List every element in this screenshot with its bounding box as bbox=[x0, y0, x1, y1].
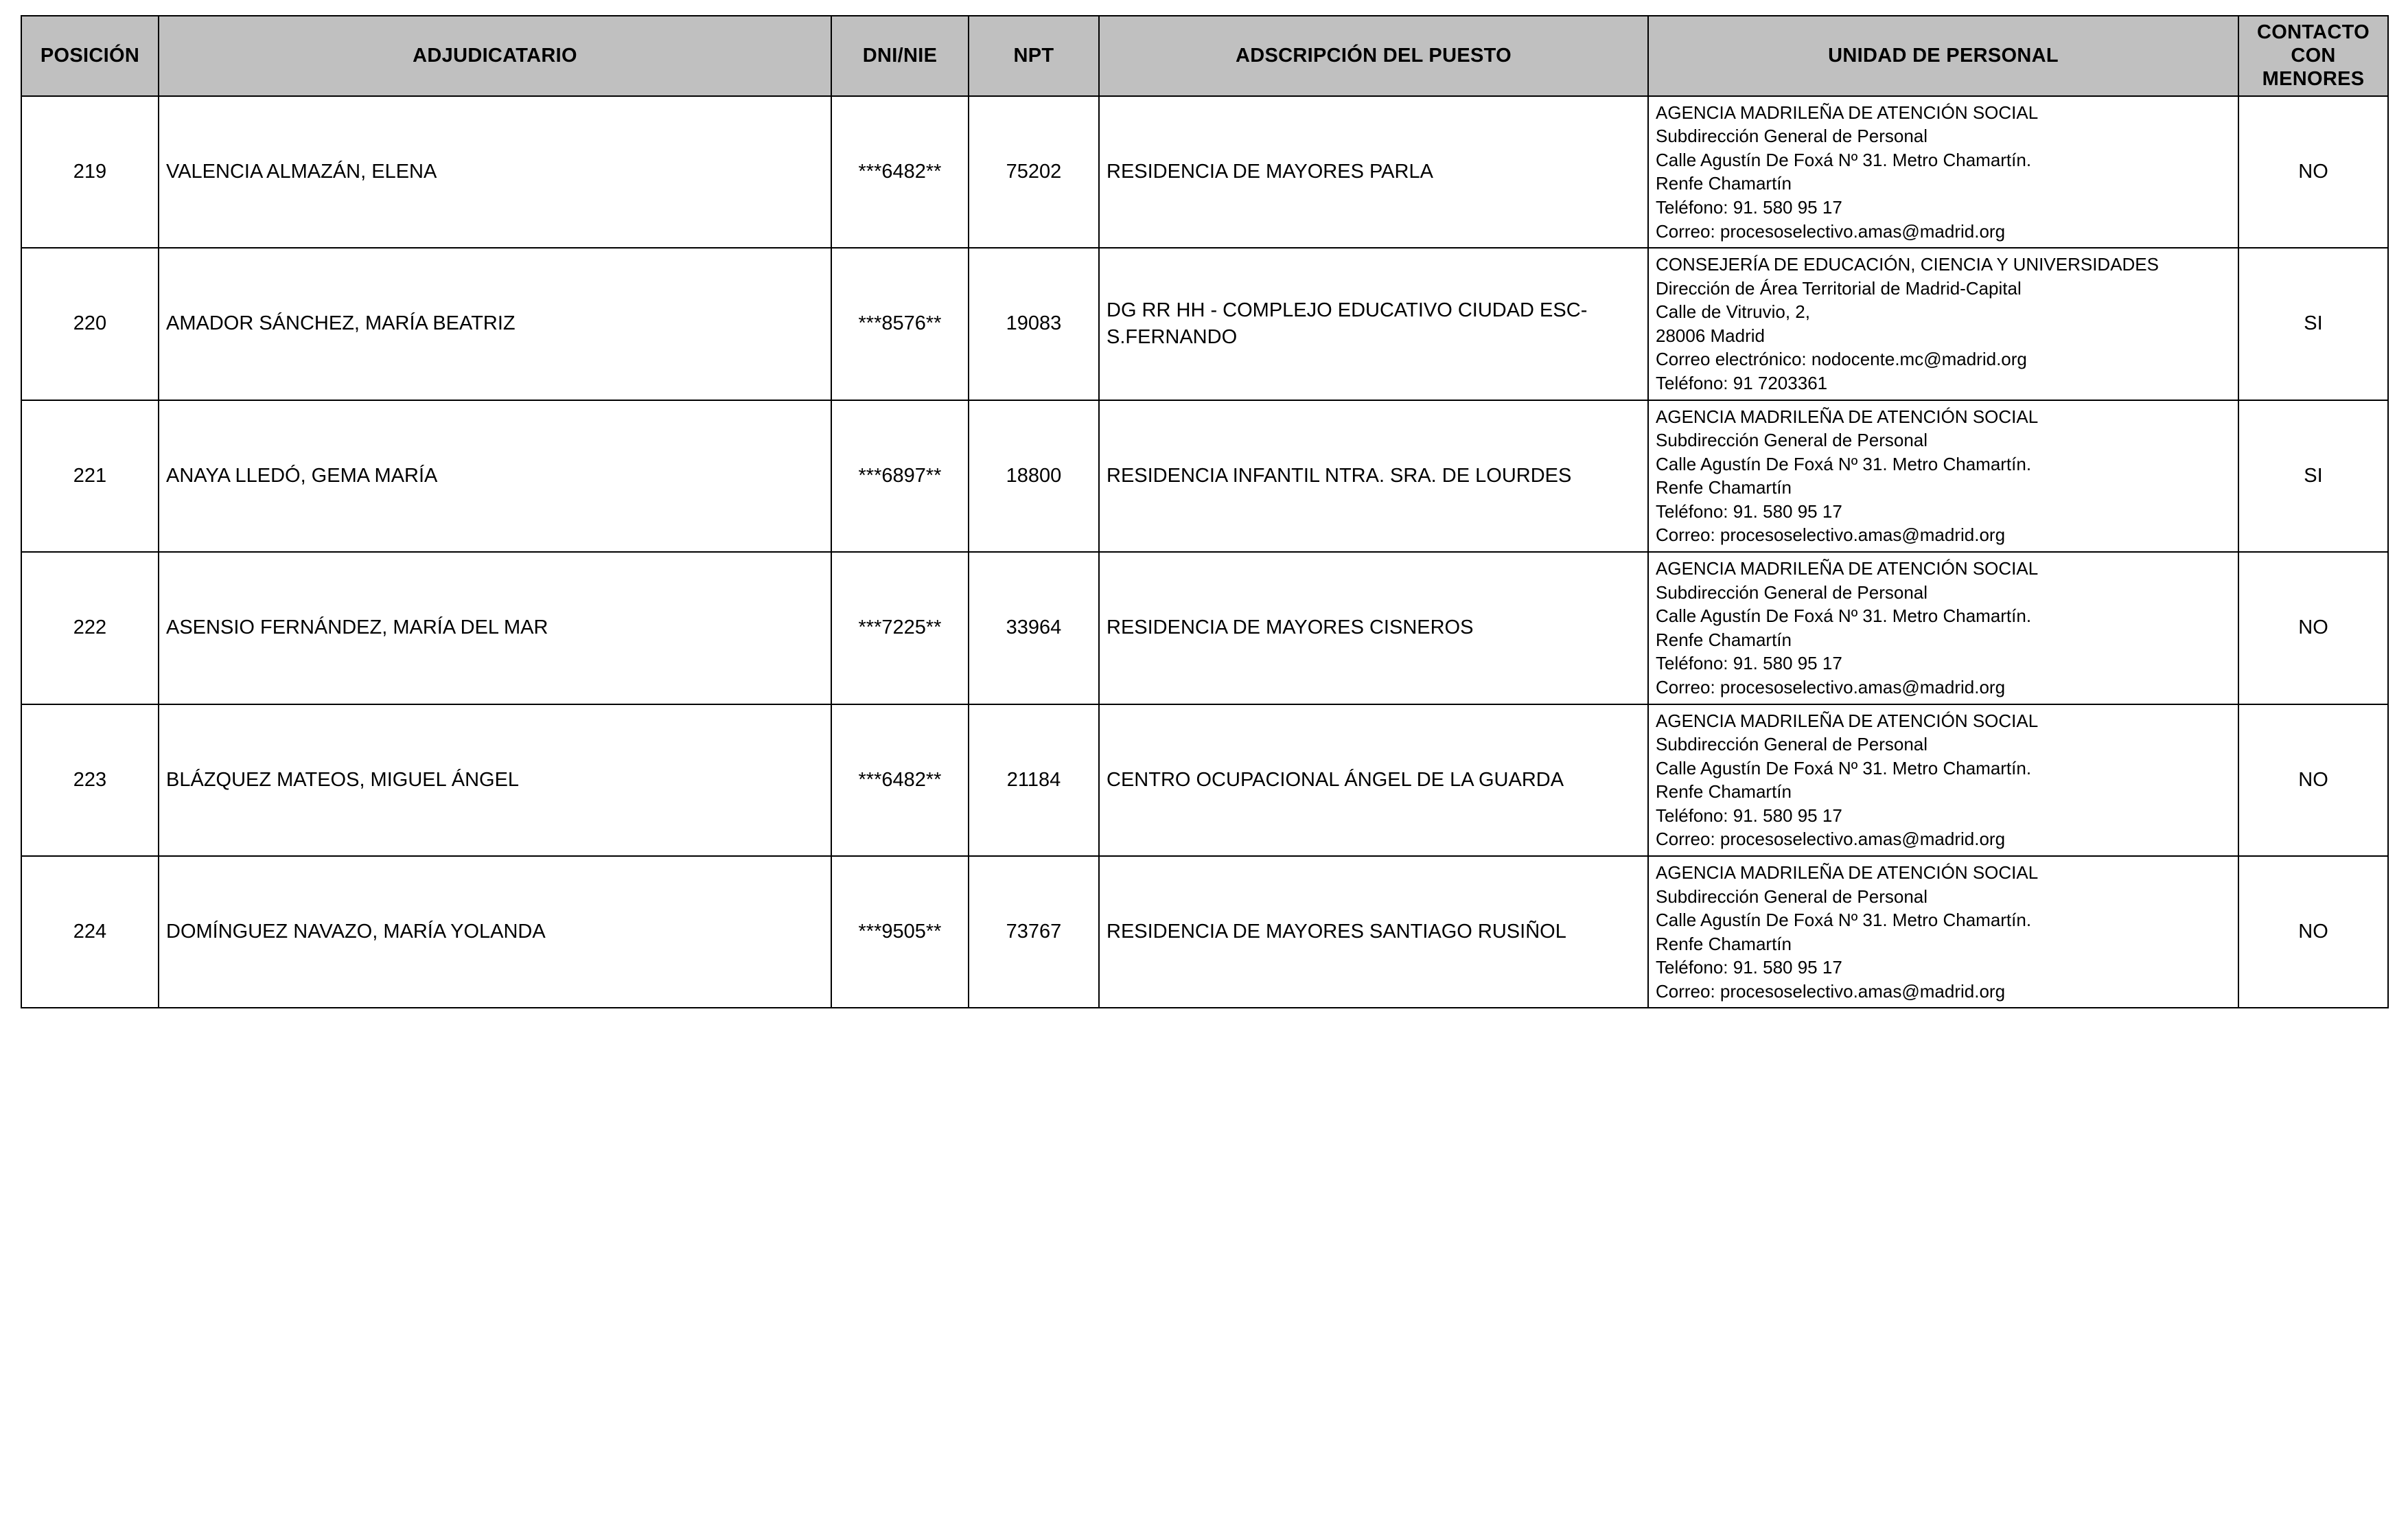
unidad-line: Renfe Chamartín bbox=[1656, 933, 1792, 954]
cell-contacto-menores: SI bbox=[2238, 400, 2388, 552]
unidad-line: Calle Agustín De Foxá Nº 31. Metro Chamartín. bbox=[1656, 757, 2032, 778]
table-row bbox=[21, 552, 2388, 704]
unidad-line: Correo: procesoselectivo.amas@madrid.org bbox=[1656, 220, 2006, 242]
cell-adjudicatario: ANAYA LLEDÓ, GEMA MARÍA bbox=[159, 400, 831, 552]
unidad-line: Calle Agustín De Foxá Nº 31. Metro Chamartín. bbox=[1656, 453, 2032, 474]
unidad-line: Teléfono: 91. 580 95 17 bbox=[1656, 957, 1842, 978]
cell-posicion: 221 bbox=[21, 400, 159, 552]
unidad-line: Correo: procesoselectivo.amas@madrid.org bbox=[1656, 676, 2006, 697]
unidad-line: Teléfono: 91. 580 95 17 bbox=[1656, 805, 1842, 826]
cell-posicion: 219 bbox=[21, 96, 159, 248]
column-header-posicion: POSICIÓN bbox=[21, 16, 159, 96]
unidad-line: AGENCIA MADRILEÑA DE ATENCIÓN SOCIAL bbox=[1656, 710, 2039, 731]
cell-unidad-personal bbox=[1648, 248, 2238, 400]
column-header-adjudicatario: ADJUDICATARIO bbox=[159, 16, 831, 96]
table-row bbox=[21, 96, 2388, 248]
cell-adscripcion: RESIDENCIA INFANTIL NTRA. SRA. DE LOURDES bbox=[1099, 400, 1648, 552]
cell-npt: 33964 bbox=[969, 552, 1099, 704]
unidad-line: Subdirección General de Personal bbox=[1656, 430, 1928, 451]
cell-adjudicatario: ASENSIO FERNÁNDEZ, MARÍA DEL MAR bbox=[159, 552, 831, 704]
unidad-line: Subdirección General de Personal bbox=[1656, 734, 1928, 755]
unidad-line: Renfe Chamartín bbox=[1656, 629, 1792, 650]
unidad-line: 28006 Madrid bbox=[1656, 325, 1765, 346]
cell-npt: 19083 bbox=[969, 248, 1099, 400]
cell-unidad-personal bbox=[1648, 400, 2238, 552]
unidad-line: Subdirección General de Personal bbox=[1656, 581, 1928, 603]
unidad-line: Correo: procesoselectivo.amas@madrid.org bbox=[1656, 980, 2006, 1002]
unidad-line: Correo: procesoselectivo.amas@madrid.org bbox=[1656, 829, 2006, 850]
table-body bbox=[21, 96, 2388, 1008]
cell-npt: 21184 bbox=[969, 704, 1099, 856]
table-row bbox=[21, 248, 2388, 400]
unidad-line: Subdirección General de Personal bbox=[1656, 126, 1928, 147]
cell-npt: 73767 bbox=[969, 856, 1099, 1008]
column-header-dni-nie: DNI/NIE bbox=[831, 16, 969, 96]
cell-contacto-menores: NO bbox=[2238, 552, 2388, 704]
cell-dni-nie: ***6897** bbox=[831, 400, 969, 552]
contacto-line-1: CONTACTO bbox=[2256, 21, 2370, 43]
cell-dni-nie: ***8576** bbox=[831, 248, 969, 400]
unidad-line: Renfe Chamartín bbox=[1656, 173, 1792, 194]
unidad-line: Teléfono: 91. 580 95 17 bbox=[1656, 500, 1842, 522]
column-header-adscripcion: ADSCRIPCIÓN DEL PUESTO bbox=[1099, 16, 1648, 96]
cell-unidad-personal bbox=[1648, 552, 2238, 704]
unidad-line: Teléfono: 91 7203361 bbox=[1656, 373, 1828, 394]
table-row bbox=[21, 400, 2388, 552]
table-header-row bbox=[21, 16, 2388, 96]
table-row bbox=[21, 704, 2388, 856]
unidad-line: Calle Agustín De Foxá Nº 31. Metro Chamartín. bbox=[1656, 605, 2032, 627]
cell-posicion: 223 bbox=[21, 704, 159, 856]
unidad-line: Calle de Vitruvio, 2, bbox=[1656, 301, 1810, 323]
unidad-line: Renfe Chamartín bbox=[1656, 477, 1792, 498]
cell-adjudicatario: DOMÍNGUEZ NAVAZO, MARÍA YOLANDA bbox=[159, 856, 831, 1008]
cell-contacto-menores: SI bbox=[2238, 248, 2388, 400]
unidad-line: Renfe Chamartín bbox=[1656, 781, 1792, 803]
unidad-line: Dirección de Área Territorial de Madrid-Capital bbox=[1656, 277, 2022, 299]
cell-posicion: 224 bbox=[21, 856, 159, 1008]
cell-adscripcion: RESIDENCIA DE MAYORES SANTIAGO RUSIÑOL bbox=[1099, 856, 1648, 1008]
cell-adjudicatario: AMADOR SÁNCHEZ, MARÍA BEATRIZ bbox=[159, 248, 831, 400]
cell-npt: 75202 bbox=[969, 96, 1099, 248]
cell-contacto-menores: NO bbox=[2238, 96, 2388, 248]
table-row bbox=[21, 856, 2388, 1008]
column-header-contacto-menores bbox=[2238, 16, 2388, 96]
cell-adscripcion: RESIDENCIA DE MAYORES CISNEROS bbox=[1099, 552, 1648, 704]
unidad-line: Teléfono: 91. 580 95 17 bbox=[1656, 196, 1842, 218]
cell-contacto-menores: NO bbox=[2238, 704, 2388, 856]
table-header bbox=[21, 16, 2388, 96]
unidad-line: CONSEJERÍA DE EDUCACIÓN, CIENCIA Y UNIVERSIDADES bbox=[1656, 254, 2159, 275]
cell-unidad-personal bbox=[1648, 704, 2238, 856]
unidad-line: Subdirección General de Personal bbox=[1656, 886, 1928, 907]
cell-dni-nie: ***6482** bbox=[831, 704, 969, 856]
unidad-line: AGENCIA MADRILEÑA DE ATENCIÓN SOCIAL bbox=[1656, 862, 2039, 883]
cell-dni-nie: ***9505** bbox=[831, 856, 969, 1008]
cell-npt: 18800 bbox=[969, 400, 1099, 552]
adjudicatarios-table bbox=[21, 15, 2389, 1008]
cell-adscripcion: CENTRO OCUPACIONAL ÁNGEL DE LA GUARDA bbox=[1099, 704, 1648, 856]
unidad-line: Teléfono: 91. 580 95 17 bbox=[1656, 653, 1842, 674]
unidad-line: Calle Agustín De Foxá Nº 31. Metro Chamartín. bbox=[1656, 149, 2032, 170]
column-header-npt: NPT bbox=[969, 16, 1099, 96]
unidad-line: AGENCIA MADRILEÑA DE ATENCIÓN SOCIAL bbox=[1656, 406, 2039, 427]
unidad-line: Correo: procesoselectivo.amas@madrid.org bbox=[1656, 524, 2006, 546]
cell-unidad-personal bbox=[1648, 856, 2238, 1008]
cell-unidad-personal bbox=[1648, 96, 2238, 248]
cell-adscripcion: RESIDENCIA DE MAYORES PARLA bbox=[1099, 96, 1648, 248]
cell-dni-nie: ***6482** bbox=[831, 96, 969, 248]
unidad-line: Correo electrónico: nodocente.mc@madrid.org bbox=[1656, 349, 2027, 370]
cell-adjudicatario: VALENCIA ALMAZÁN, ELENA bbox=[159, 96, 831, 248]
contacto-line-3: MENORES bbox=[2262, 68, 2365, 91]
contacto-line-2: CON bbox=[2291, 45, 2336, 67]
cell-contacto-menores: NO bbox=[2238, 856, 2388, 1008]
cell-posicion: 222 bbox=[21, 552, 159, 704]
unidad-line: AGENCIA MADRILEÑA DE ATENCIÓN SOCIAL bbox=[1656, 102, 2039, 123]
unidad-line: Calle Agustín De Foxá Nº 31. Metro Chamartín. bbox=[1656, 910, 2032, 931]
cell-adjudicatario: BLÁZQUEZ MATEOS, MIGUEL ÁNGEL bbox=[159, 704, 831, 856]
unidad-line: AGENCIA MADRILEÑA DE ATENCIÓN SOCIAL bbox=[1656, 558, 2039, 579]
cell-adscripcion: DG RR HH - COMPLEJO EDUCATIVO CIUDAD ESC-S.FERNANDO bbox=[1099, 248, 1648, 400]
cell-posicion: 220 bbox=[21, 248, 159, 400]
column-header-unidad-personal: UNIDAD DE PERSONAL bbox=[1648, 16, 2238, 96]
cell-dni-nie: ***7225** bbox=[831, 552, 969, 704]
